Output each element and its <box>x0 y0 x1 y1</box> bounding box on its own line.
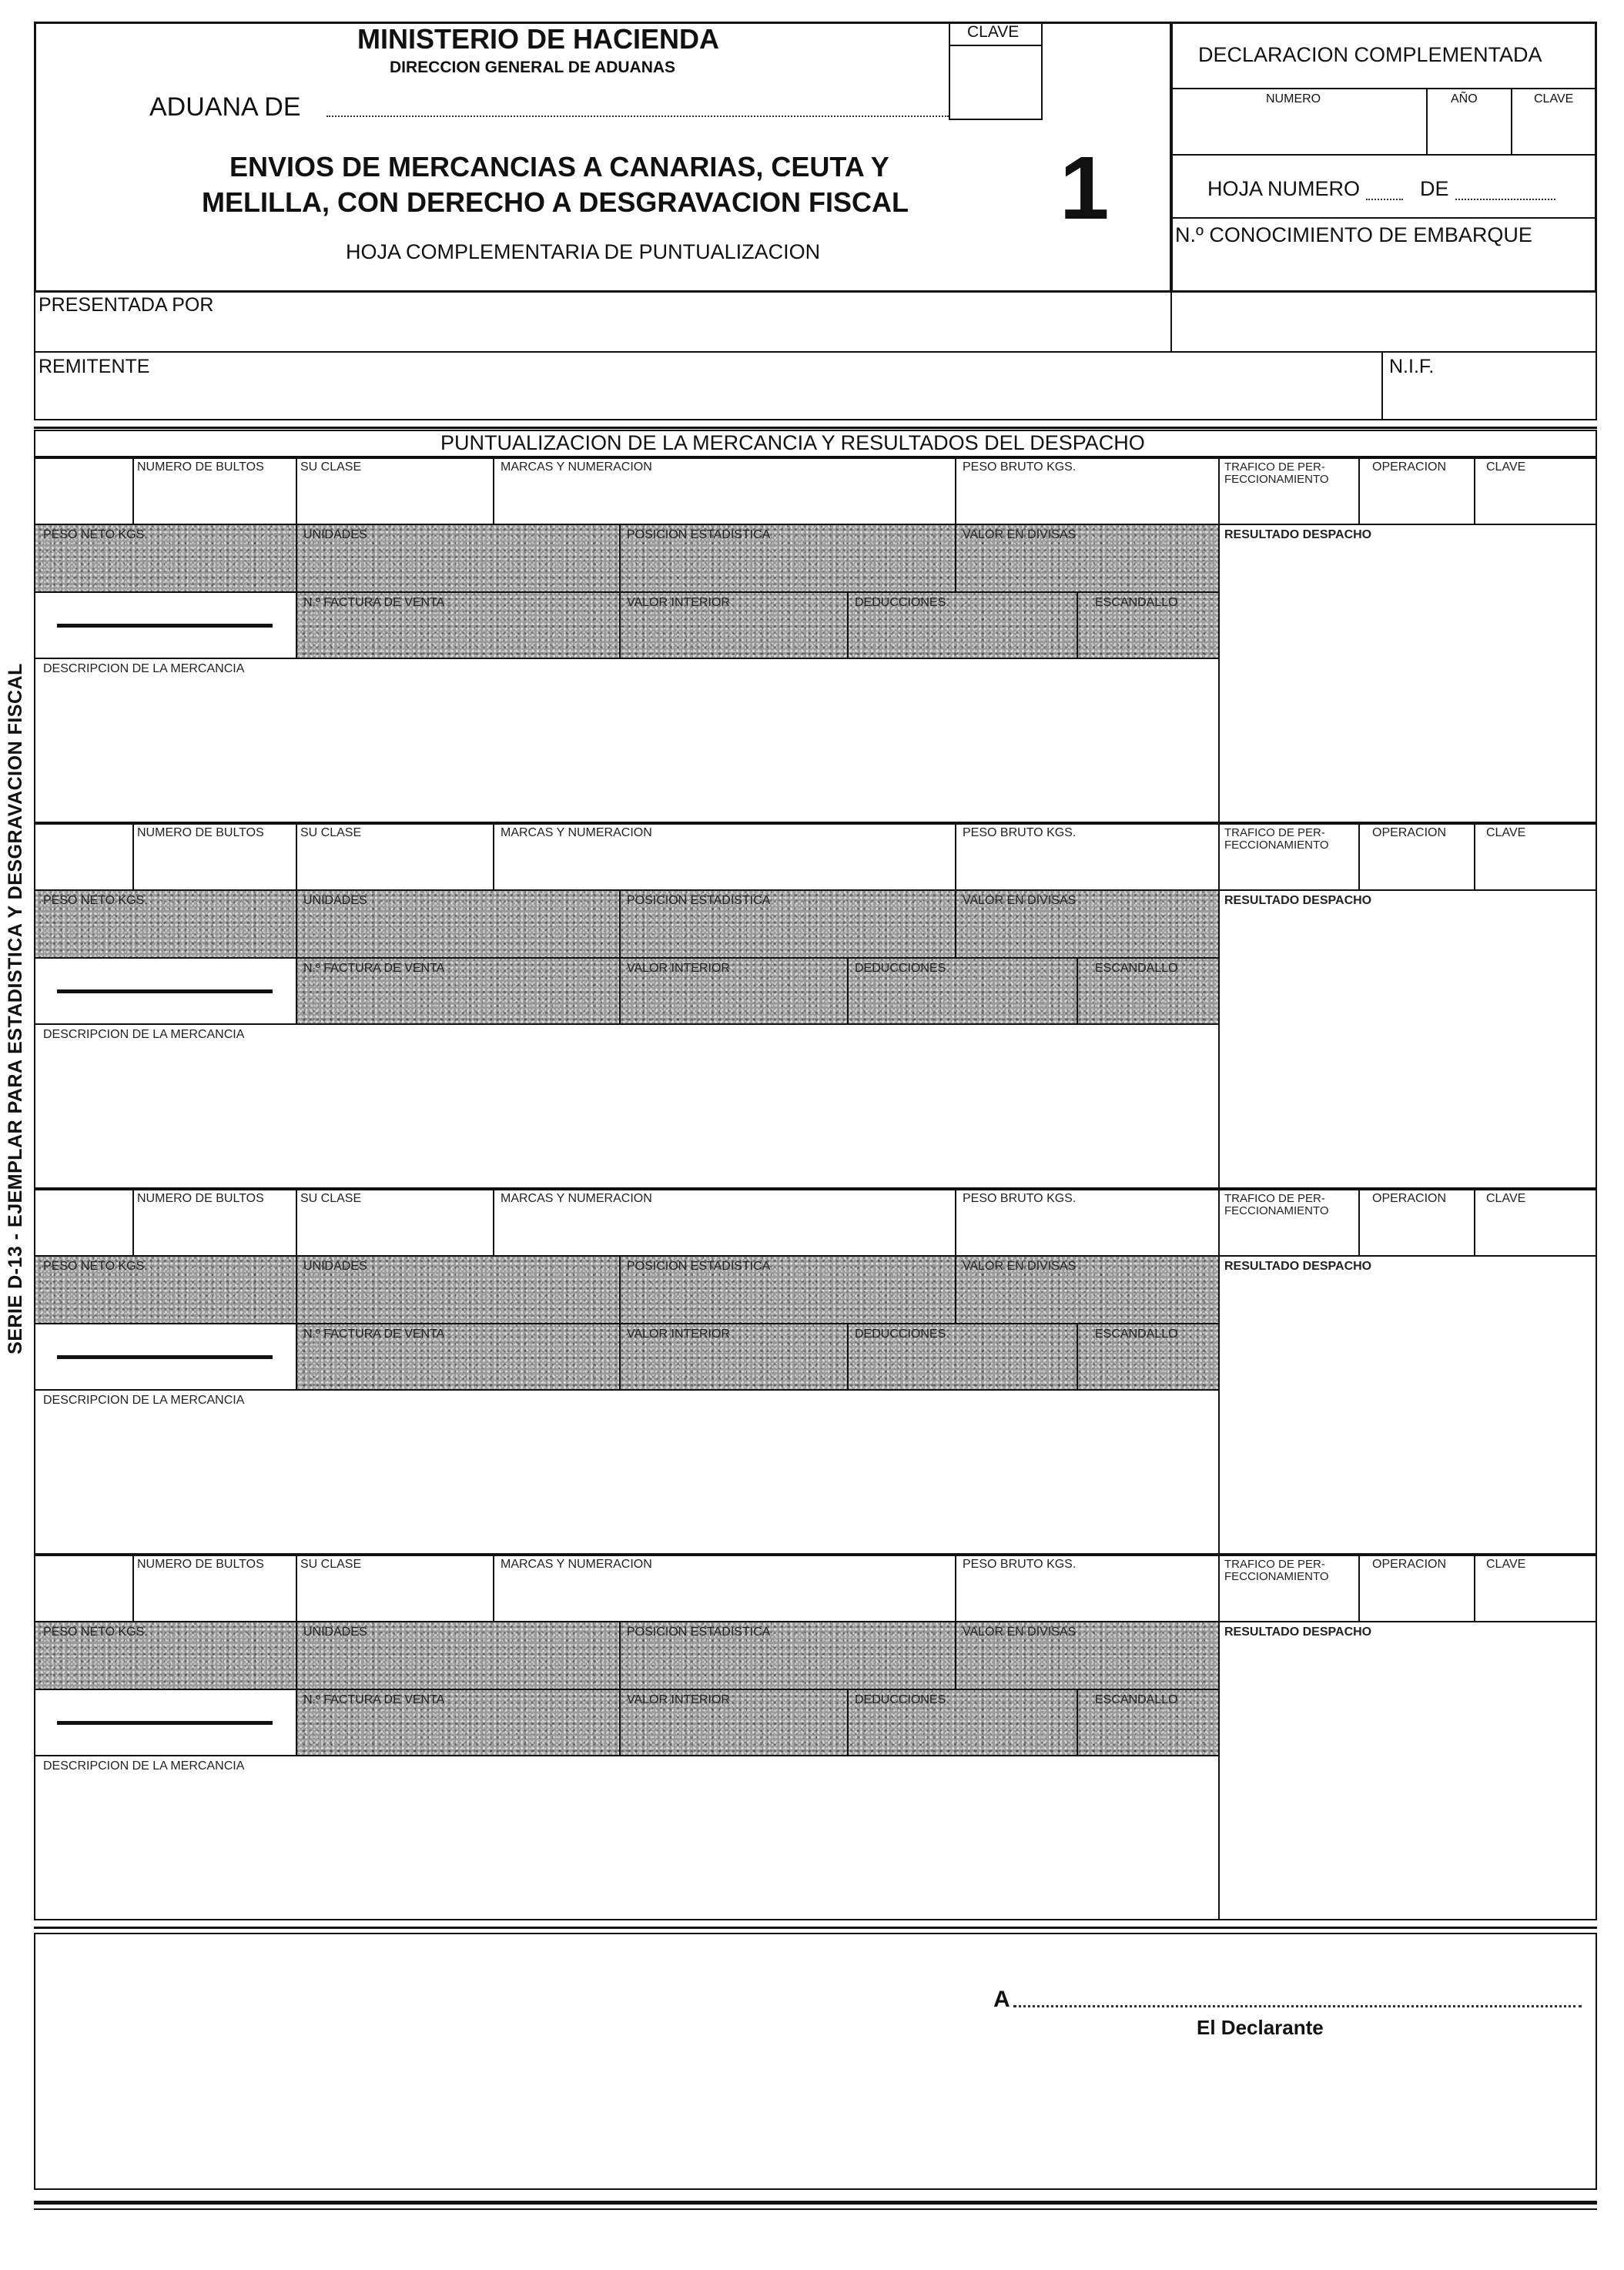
col-divider <box>955 1555 956 1622</box>
numero-label: NUMERO <box>1266 92 1321 105</box>
resultado-box[interactable] <box>1218 1255 1597 1555</box>
anio-label: AÑO <box>1451 92 1478 105</box>
valor-interior-label: VALOR INTERIOR <box>627 1693 730 1706</box>
trafico-label-1: TRAFICO DE PER- <box>1224 1558 1325 1571</box>
factura-label: N.º FACTURA DE VENTA <box>303 962 445 975</box>
posicion-label: POSICION ESTADISTICA <box>627 1625 771 1639</box>
footer-top-rule <box>34 1927 1597 1929</box>
customs-form <box>34 22 1597 2216</box>
col-divider <box>955 524 956 591</box>
numero-bultos-label: NUMERO DE BULTOS <box>137 460 264 474</box>
su-clase-label: SU CLASE <box>300 1192 362 1205</box>
unidades-label: UNIDADES <box>303 894 367 907</box>
shade-row-divider <box>296 1323 1220 1324</box>
col-divider <box>1358 457 1360 525</box>
col-divider <box>493 457 494 525</box>
form-subtitle: HOJA COMPLEMENTARIA DE PUNTUALIZACION <box>346 240 821 263</box>
numero-anio-divider <box>1426 88 1428 154</box>
clave-label: CLAVE <box>967 23 1020 41</box>
col-divider <box>296 1555 297 1622</box>
col-divider <box>847 1689 849 1756</box>
operacion-label: OPERACION <box>1372 826 1447 839</box>
col-divider <box>296 1189 297 1257</box>
remitente-label: REMITENTE <box>39 356 150 377</box>
descripcion-box[interactable] <box>34 1389 1220 1555</box>
col-divider <box>1077 1689 1078 1756</box>
posicion-label: POSICION ESTADISTICA <box>627 528 771 541</box>
trafico-label-1: TRAFICO DE PER- <box>1224 1192 1325 1205</box>
su-clase-label: SU CLASE <box>300 1558 362 1571</box>
valor-interior-label: VALOR INTERIOR <box>627 962 730 975</box>
su-clase-label: SU CLASE <box>300 826 362 839</box>
marcas-label: MARCAS Y NUMERACION <box>501 1558 652 1571</box>
descripcion-box[interactable] <box>34 1755 1220 1920</box>
col-divider <box>132 457 134 525</box>
descripcion-label: DESCRIPCION DE LA MERCANCIA <box>43 1394 245 1407</box>
col-divider <box>296 823 297 891</box>
side-series-label: SERIE D-13 - EJEMPLAR PARA ESTADISTICA Y DESGRAVACION FISCAL <box>5 663 26 1354</box>
trafico-label-2: FECCIONAMIENTO <box>1224 839 1329 852</box>
posicion-label: POSICION ESTADISTICA <box>627 1260 771 1273</box>
factura-label: N.º FACTURA DE VENTA <box>303 1693 445 1706</box>
peso-neto-label: PESO NETO KGS. <box>43 894 148 907</box>
trafico-label-1: TRAFICO DE PER- <box>1224 826 1325 839</box>
form-title-line2: MELILLA, CON DERECHO A DESGRAVACION FISCAL <box>202 186 909 218</box>
clave-divider <box>949 45 1043 46</box>
declaration-divider-2 <box>1170 154 1597 156</box>
col-divider <box>1474 1189 1475 1257</box>
descripcion-label: DESCRIPCION DE LA MERCANCIA <box>43 662 245 675</box>
col-divider <box>132 823 134 891</box>
factura-label: N.º FACTURA DE VENTA <box>303 596 445 609</box>
deducciones-label: DEDUCCIONES <box>855 1328 946 1341</box>
anio-clave-divider <box>1511 88 1512 154</box>
nif-label: N.I.F. <box>1389 356 1435 377</box>
unidades-label: UNIDADES <box>303 1625 367 1639</box>
descripcion-box[interactable] <box>34 1023 1220 1189</box>
resultado-box[interactable] <box>1218 889 1597 1189</box>
su-clase-label: SU CLASE <box>300 460 362 474</box>
clave-item-label: CLAVE <box>1486 1558 1526 1571</box>
escandallo-label: ESCANDALLO <box>1095 962 1178 975</box>
peso-neto-label: PESO NETO KGS. <box>43 1260 148 1273</box>
deducciones-label: DEDUCCIONES <box>855 1693 946 1706</box>
col-divider <box>847 957 849 1025</box>
footer-box <box>34 1933 1597 2190</box>
col-divider <box>955 1189 956 1257</box>
escandallo-label: ESCANDALLO <box>1095 1693 1178 1706</box>
form-title-line1: ENVIOS DE MERCANCIAS A CANARIAS, CEUTA Y <box>229 151 889 182</box>
resultado-label: RESULTADO DESPACHO <box>1224 1260 1372 1273</box>
direction-subtitle: DIRECCION GENERAL DE ADUANAS <box>390 59 676 76</box>
peso-neto-dash <box>57 624 273 628</box>
item-block-4 <box>34 1555 1597 1920</box>
aduana-label: ADUANA DE <box>149 92 301 122</box>
valor-interior-label: VALOR INTERIOR <box>627 596 730 609</box>
peso-neto-label: PESO NETO KGS. <box>43 528 148 541</box>
peso-bruto-label: PESO BRUTO KGS. <box>963 826 1077 839</box>
col-divider <box>1474 823 1475 891</box>
copy-number: 1 <box>1060 138 1110 238</box>
item-block-2 <box>34 823 1597 1189</box>
factura-label: N.º FACTURA DE VENTA <box>303 1328 445 1341</box>
clave-item-label: CLAVE <box>1486 460 1526 474</box>
col-divider <box>1474 457 1475 525</box>
item-block-3 <box>34 1189 1597 1555</box>
col-divider <box>296 457 297 525</box>
col-divider <box>132 1555 134 1622</box>
deducciones-label: DEDUCCIONES <box>855 962 946 975</box>
col-divider <box>955 889 956 957</box>
valor-divisas-label: VALOR EN DIVISAS <box>963 1260 1077 1273</box>
col-divider <box>1358 823 1360 891</box>
shade-row-divider <box>296 1689 1220 1690</box>
resultado-label: RESULTADO DESPACHO <box>1224 894 1372 907</box>
peso-neto-label: PESO NETO KGS. <box>43 1625 148 1639</box>
peso-neto-dash <box>57 1355 273 1359</box>
footer-a-label: A <box>993 1987 1010 2012</box>
trafico-label-1: TRAFICO DE PER- <box>1224 460 1325 474</box>
section-rule <box>34 427 1597 429</box>
shade-row-divider <box>296 957 1220 959</box>
ministry-title: MINISTERIO DE HACIENDA <box>357 23 720 55</box>
trafico-label-2: FECCIONAMIENTO <box>1224 1570 1329 1583</box>
descripcion-box[interactable] <box>34 658 1220 823</box>
remitente-box[interactable] <box>34 351 1383 420</box>
descripcion-label: DESCRIPCION DE LA MERCANCIA <box>43 1028 245 1041</box>
declaration-divider-1 <box>1170 88 1597 89</box>
shade-row-divider <box>296 591 1220 593</box>
resultado-box[interactable] <box>1218 524 1597 823</box>
col-divider <box>1077 591 1078 659</box>
marcas-label: MARCAS Y NUMERACION <box>501 826 652 839</box>
peso-neto-dash <box>57 1721 273 1725</box>
col-divider <box>847 1323 849 1391</box>
unidades-label: UNIDADES <box>303 528 367 541</box>
marcas-label: MARCAS Y NUMERACION <box>501 1192 652 1205</box>
presentada-label: PRESENTADA POR <box>39 294 214 316</box>
col-divider <box>1474 1555 1475 1622</box>
col-divider <box>1077 957 1078 1025</box>
col-divider <box>1077 1323 1078 1391</box>
posicion-label: POSICION ESTADISTICA <box>627 894 771 907</box>
col-divider <box>955 1621 956 1689</box>
clave-item-label: CLAVE <box>1486 1192 1526 1205</box>
numero-bultos-label: NUMERO DE BULTOS <box>137 1558 264 1571</box>
escandallo-label: ESCANDALLO <box>1095 596 1178 609</box>
hoja-numero-field[interactable] <box>1366 199 1403 200</box>
resultado-label: RESULTADO DESPACHO <box>1224 1625 1372 1639</box>
descripcion-label: DESCRIPCION DE LA MERCANCIA <box>43 1759 245 1773</box>
declaration-divider-3 <box>1170 217 1597 219</box>
clave-decl-label: CLAVE <box>1534 92 1574 105</box>
trafico-label-2: FECCIONAMIENTO <box>1224 1204 1329 1217</box>
numero-bultos-label: NUMERO DE BULTOS <box>137 826 264 839</box>
resultado-box[interactable] <box>1218 1621 1597 1920</box>
col-divider <box>955 1255 956 1323</box>
col-divider <box>847 591 849 659</box>
resultado-label: RESULTADO DESPACHO <box>1224 528 1372 541</box>
de-field[interactable] <box>1455 199 1555 200</box>
item-block-1 <box>34 457 1597 823</box>
trafico-label-2: FECCIONAMIENTO <box>1224 473 1329 486</box>
conocimiento-label: N.º CONOCIMIENTO DE EMBARQUE <box>1175 223 1532 246</box>
bottom-rule-thick <box>34 2201 1597 2205</box>
col-divider <box>955 457 956 525</box>
valor-divisas-label: VALOR EN DIVISAS <box>963 528 1077 541</box>
operacion-label: OPERACION <box>1372 1558 1447 1571</box>
declarante-label: El Declarante <box>1197 2016 1324 2039</box>
declaration-title: DECLARACION COMPLEMENTADA <box>1198 43 1542 66</box>
place-date-field[interactable] <box>1013 2005 1582 2007</box>
peso-neto-dash <box>57 989 273 993</box>
section-title: PUNTUALIZACION DE LA MERCANCIA Y RESULTADOS DEL DESPACHO <box>440 431 1145 454</box>
col-divider <box>493 823 494 891</box>
deducciones-label: DEDUCCIONES <box>855 596 946 609</box>
unidades-label: UNIDADES <box>303 1260 367 1273</box>
presentada-right-box[interactable] <box>1170 291 1597 353</box>
valor-interior-label: VALOR INTERIOR <box>627 1328 730 1341</box>
col-divider <box>132 1189 134 1257</box>
marcas-label: MARCAS Y NUMERACION <box>501 460 652 474</box>
aduana-field[interactable] <box>326 116 949 117</box>
col-divider <box>955 823 956 891</box>
col-divider <box>493 1555 494 1622</box>
valor-divisas-label: VALOR EN DIVISAS <box>963 894 1077 907</box>
numero-bultos-label: NUMERO DE BULTOS <box>137 1192 264 1205</box>
bottom-rule-thin <box>34 2208 1597 2210</box>
col-divider <box>1358 1555 1360 1622</box>
col-divider <box>493 1189 494 1257</box>
de-label: DE <box>1420 177 1449 200</box>
operacion-label: OPERACION <box>1372 460 1447 474</box>
operacion-label: OPERACION <box>1372 1192 1447 1205</box>
peso-bruto-label: PESO BRUTO KGS. <box>963 460 1077 474</box>
peso-bruto-label: PESO BRUTO KGS. <box>963 1558 1077 1571</box>
col-divider <box>1358 1189 1360 1257</box>
peso-bruto-label: PESO BRUTO KGS. <box>963 1192 1077 1205</box>
clave-item-label: CLAVE <box>1486 826 1526 839</box>
escandallo-label: ESCANDALLO <box>1095 1328 1178 1341</box>
hoja-numero-label: HOJA NUMERO <box>1207 177 1361 200</box>
valor-divisas-label: VALOR EN DIVISAS <box>963 1625 1077 1639</box>
